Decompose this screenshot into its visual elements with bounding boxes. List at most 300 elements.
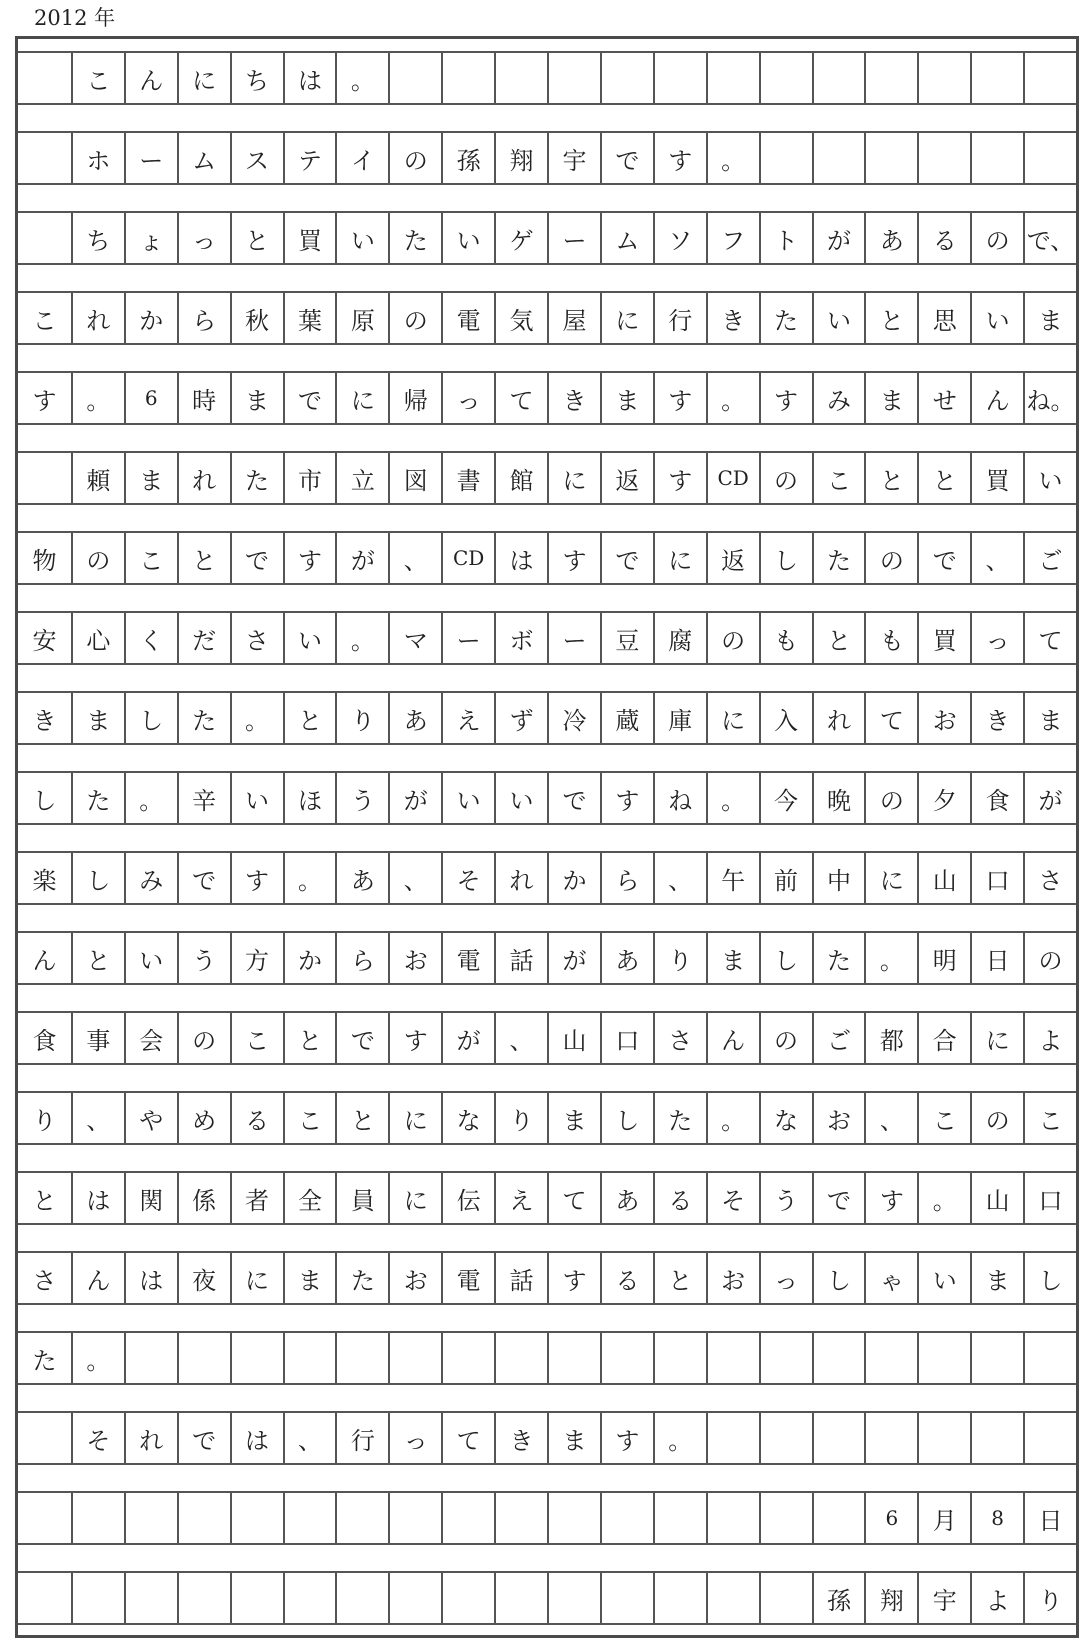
manuscript-cell: ま (1023, 293, 1076, 343)
manuscript-cell: こ (32, 306, 57, 335)
manuscript-cell (547, 1493, 600, 1543)
manuscript-cell (547, 1333, 600, 1383)
manuscript-cell: 。 (706, 1093, 759, 1143)
manuscript-cell: た (230, 453, 283, 503)
manuscript-cell: 都 (864, 1013, 917, 1063)
manuscript-cell: 入 (759, 693, 812, 743)
manuscript-cell: 買 (970, 453, 1023, 503)
manuscript-cell: ん (970, 373, 1023, 423)
manuscript-cell: く (124, 613, 177, 663)
manuscript-cell (759, 1573, 812, 1623)
manuscript-cell: ホ (71, 133, 124, 183)
manuscript-cell: に (335, 373, 388, 423)
manuscript-cell: し (759, 933, 812, 983)
manuscript-cell: す (864, 1173, 917, 1223)
manuscript-cell: で、 (1023, 213, 1076, 263)
manuscript-cell: あ (388, 693, 441, 743)
manuscript-cell: い (283, 613, 336, 663)
manuscript-cell: 電 (441, 293, 494, 343)
manuscript-cell: す (759, 373, 812, 423)
manuscript-cell (71, 1493, 124, 1543)
manuscript-cell: め (177, 1093, 230, 1143)
manuscript-cell: の (864, 773, 917, 823)
manuscript-cell (812, 53, 865, 103)
manuscript-cell: り (653, 933, 706, 983)
manuscript-cell: た (812, 933, 865, 983)
manuscript-cell: ら (335, 933, 388, 983)
manuscript-cell: い (812, 293, 865, 343)
manuscript-cell (1023, 133, 1076, 183)
manuscript-cell (388, 1333, 441, 1383)
manuscript-cell: 心 (71, 613, 124, 663)
manuscript-cell: 買 (917, 613, 970, 663)
manuscript-cell: で (230, 533, 283, 583)
manuscript-cell: 。 (917, 1173, 970, 1223)
manuscript-cell: ま (706, 933, 759, 983)
manuscript-cell: お (706, 1253, 759, 1303)
manuscript-cell: ん (124, 53, 177, 103)
manuscript-cell (812, 1333, 865, 1383)
manuscript-cell: で (600, 533, 653, 583)
manuscript-cell: お (388, 933, 441, 983)
manuscript-cell (917, 133, 970, 183)
manuscript-cell: で (600, 133, 653, 183)
manuscript-cell: 晩 (812, 773, 865, 823)
manuscript-cell: ね (653, 773, 706, 823)
manuscript-cell: か (283, 933, 336, 983)
manuscript-cell: 食 (970, 773, 1023, 823)
manuscript-cell: 話 (494, 1253, 547, 1303)
manuscript-cell: し (1023, 1253, 1076, 1303)
manuscript-cell: ち (71, 213, 124, 263)
manuscript-cell: ち (230, 53, 283, 103)
manuscript-cell: す (653, 453, 706, 503)
manuscript-cell (441, 53, 494, 103)
manuscript-cell: 、 (71, 1093, 124, 1143)
manuscript-cell: た (759, 293, 812, 343)
manuscript-cell: 夕 (917, 773, 970, 823)
manuscript-cell: ほ (283, 773, 336, 823)
manuscript-cell: 豆 (600, 613, 653, 663)
manuscript-cell: に (706, 693, 759, 743)
manuscript-cell: い (494, 773, 547, 823)
manuscript-cell: た (388, 213, 441, 263)
manuscript-cell: と (283, 693, 336, 743)
manuscript-row (18, 291, 1076, 345)
manuscript-cell (600, 1493, 653, 1543)
manuscript-cell: 者 (230, 1173, 283, 1223)
manuscript-cell: ま (71, 693, 124, 743)
manuscript-cell (600, 1333, 653, 1383)
manuscript-cell: 、 (388, 853, 441, 903)
manuscript-cell: ボ (494, 613, 547, 663)
manuscript-cell: ま (230, 373, 283, 423)
manuscript-cell: 庫 (653, 693, 706, 743)
manuscript-cell: そ (441, 853, 494, 903)
manuscript-cell: ー (547, 213, 600, 263)
manuscript-cell: さ (653, 1013, 706, 1063)
manuscript-cell: 翔 (864, 1573, 917, 1623)
manuscript-cell: の (970, 213, 1023, 263)
manuscript-cell: に (864, 853, 917, 903)
manuscript-cell: す (600, 1413, 653, 1463)
manuscript-cell: で (547, 773, 600, 823)
manuscript-cell (18, 213, 71, 263)
manuscript-cell: ま (970, 1253, 1023, 1303)
manuscript-cell: 帰 (388, 373, 441, 423)
manuscript-cell: 、 (970, 533, 1023, 583)
manuscript-cell: み (124, 853, 177, 903)
manuscript-row (18, 1331, 1076, 1385)
manuscript-cell (864, 133, 917, 183)
manuscript-cell: 。 (71, 1333, 124, 1383)
manuscript-cell: 館 (494, 453, 547, 503)
manuscript-cell (283, 1573, 336, 1623)
manuscript-cell: で (812, 1173, 865, 1223)
manuscript-cell: の (177, 1013, 230, 1063)
manuscript-cell (177, 1573, 230, 1623)
manuscript-cell: ー (547, 613, 600, 663)
manuscript-cell: で (335, 1013, 388, 1063)
manuscript-cell: て (494, 373, 547, 423)
manuscript-cell: の (864, 533, 917, 583)
manuscript-cell: の (706, 613, 759, 663)
manuscript-cell (706, 1333, 759, 1383)
manuscript-cell: た (812, 533, 865, 583)
manuscript-cell: こ (812, 453, 865, 503)
manuscript-cell: 時 (177, 373, 230, 423)
manuscript-cell: 屋 (547, 293, 600, 343)
manuscript-cell: ご (1023, 533, 1076, 583)
manuscript-cell: に (653, 533, 706, 583)
manuscript-cell (864, 53, 917, 103)
manuscript-cell: の (1023, 933, 1076, 983)
manuscript-cell (18, 1493, 71, 1543)
manuscript-cell (18, 1573, 71, 1623)
manuscript-cell (812, 1493, 865, 1543)
manuscript-cell: す (653, 373, 706, 423)
manuscript-row (18, 1251, 1076, 1305)
manuscript-cell: 全 (283, 1173, 336, 1223)
manuscript-row (18, 851, 1076, 905)
manuscript-cell: ま (547, 1413, 600, 1463)
manuscript-cell: い (1023, 453, 1076, 503)
manuscript-cell: あ (335, 853, 388, 903)
manuscript-cell: 思 (917, 293, 970, 343)
manuscript-cell: た (653, 1093, 706, 1143)
manuscript-cell (494, 1493, 547, 1543)
manuscript-cell: ム (600, 213, 653, 263)
manuscript-cell: 明 (917, 933, 970, 983)
manuscript-cell: て (1023, 613, 1076, 663)
manuscript-cell (177, 1333, 230, 1383)
manuscript-cell: が (441, 1013, 494, 1063)
manuscript-cell: し (32, 786, 57, 815)
manuscript-cell: に (230, 1253, 283, 1303)
manuscript-cell: た (335, 1253, 388, 1303)
manuscript-cell: れ (812, 693, 865, 743)
manuscript-cell: CD (441, 533, 494, 583)
manuscript-cell: に (547, 453, 600, 503)
manuscript-cell: マ (388, 613, 441, 663)
manuscript-cell (1023, 53, 1076, 103)
manuscript-cell (124, 1573, 177, 1623)
manuscript-cell: 伝 (441, 1173, 494, 1223)
manuscript-cell: 蔵 (600, 693, 653, 743)
manuscript-row (18, 1011, 1076, 1065)
manuscript-cell: あ (600, 933, 653, 983)
manuscript-cell: ん (706, 1013, 759, 1063)
manuscript-cell: っ (388, 1413, 441, 1463)
year-label: 2012 年 (34, 6, 116, 30)
manuscript-cell (335, 1573, 388, 1623)
manuscript-cell: 、 (388, 533, 441, 583)
manuscript-cell: う (335, 773, 388, 823)
manuscript-cell: 。 (283, 853, 336, 903)
manuscript-cell: る (653, 1173, 706, 1223)
manuscript-cell: そ (706, 1173, 759, 1223)
manuscript-cell: う (759, 1173, 812, 1223)
manuscript-cell (759, 53, 812, 103)
manuscript-cell: と (335, 1093, 388, 1143)
manuscript-cell (335, 1333, 388, 1383)
manuscript-cell (494, 53, 547, 103)
manuscript-cell: が (1023, 773, 1076, 823)
manuscript-cell: と (812, 613, 865, 663)
manuscript-cell: の (759, 1013, 812, 1063)
manuscript-cell: っ (177, 213, 230, 263)
manuscript-cell (970, 1413, 1023, 1463)
manuscript-cell: す (230, 853, 283, 903)
manuscript-cell: ね。 (1023, 373, 1076, 423)
manuscript-cell: し (759, 533, 812, 583)
manuscript-cell: と (653, 1253, 706, 1303)
manuscript-cell (653, 53, 706, 103)
manuscript-cell: な (759, 1093, 812, 1143)
manuscript-cell: す (283, 533, 336, 583)
manuscript-cell: ゃ (864, 1253, 917, 1303)
manuscript-cell: ス (230, 133, 283, 183)
manuscript-cell: 、 (494, 1013, 547, 1063)
manuscript-cell: 。 (230, 693, 283, 743)
manuscript-cell: な (441, 1093, 494, 1143)
manuscript-cell: 立 (335, 453, 388, 503)
manuscript-cell: ー (441, 613, 494, 663)
manuscript-cell: イ (335, 133, 388, 183)
manuscript-row (18, 1411, 1076, 1465)
manuscript-cell (812, 1413, 865, 1463)
manuscript-cell: ト (759, 213, 812, 263)
manuscript-cell: 気 (494, 293, 547, 343)
manuscript-cell: ん (32, 946, 57, 975)
manuscript-cell: 。 (706, 133, 759, 183)
manuscript-cell: い (124, 933, 177, 983)
manuscript-cell: も (864, 613, 917, 663)
manuscript-cell: ま (283, 1253, 336, 1303)
manuscript-cell: 行 (335, 1413, 388, 1463)
manuscript-cell: 。 (864, 933, 917, 983)
manuscript-cell: の (71, 533, 124, 583)
manuscript-cell: で (177, 853, 230, 903)
manuscript-grid (15, 36, 1079, 1638)
manuscript-cell: ら (177, 293, 230, 343)
manuscript-cell (18, 1413, 71, 1463)
manuscript-cell: 。 (124, 773, 177, 823)
manuscript-cell (917, 1413, 970, 1463)
manuscript-cell (653, 1573, 706, 1623)
manuscript-cell (230, 1573, 283, 1623)
manuscript-cell: い (917, 1253, 970, 1303)
manuscript-cell: こ (917, 1093, 970, 1143)
manuscript-cell: 秋 (230, 293, 283, 343)
manuscript-cell: 6 (864, 1493, 917, 1543)
manuscript-cell: に (177, 53, 230, 103)
manuscript-cell: り (1023, 1573, 1076, 1623)
manuscript-cell: で (917, 533, 970, 583)
manuscript-row (18, 1571, 1076, 1625)
manuscript-cell: の (388, 133, 441, 183)
manuscript-row (18, 51, 1076, 105)
manuscript-cell (970, 133, 1023, 183)
manuscript-cell (653, 1333, 706, 1383)
manuscript-cell: こ (124, 533, 177, 583)
manuscript-cell (124, 1333, 177, 1383)
manuscript-cell (547, 53, 600, 103)
manuscript-cell: 夜 (177, 1253, 230, 1303)
manuscript-cell: お (917, 693, 970, 743)
manuscript-cell: よ (1023, 1013, 1076, 1063)
manuscript-cell: え (441, 693, 494, 743)
manuscript-cell: す (547, 1253, 600, 1303)
manuscript-cell: の (388, 293, 441, 343)
manuscript-cell (230, 1333, 283, 1383)
manuscript-cell: れ (124, 1413, 177, 1463)
manuscript-cell: が (547, 933, 600, 983)
manuscript-cell (441, 1493, 494, 1543)
manuscript-cell: ま (547, 1093, 600, 1143)
manuscript-cell: 物 (32, 546, 57, 575)
manuscript-cell: 冷 (547, 693, 600, 743)
manuscript-cell: 電 (441, 933, 494, 983)
manuscript-cell: そ (71, 1413, 124, 1463)
manuscript-cell: 合 (917, 1013, 970, 1063)
manuscript-cell: に (970, 1013, 1023, 1063)
manuscript-row (18, 691, 1076, 745)
manuscript-cell: 関 (124, 1173, 177, 1223)
manuscript-cell (388, 53, 441, 103)
manuscript-cell: の (759, 453, 812, 503)
manuscript-cell: 事 (71, 1013, 124, 1063)
manuscript-cell: 図 (388, 453, 441, 503)
manuscript-cell: ー (124, 133, 177, 183)
manuscript-cell: 楽 (32, 866, 57, 895)
manuscript-cell: こ (283, 1093, 336, 1143)
manuscript-cell: 腐 (653, 613, 706, 663)
manuscript-cell: 。 (335, 53, 388, 103)
manuscript-cell: 話 (494, 933, 547, 983)
manuscript-cell (917, 53, 970, 103)
manuscript-cell: き (494, 1413, 547, 1463)
manuscript-cell: っ (441, 373, 494, 423)
manuscript-row (18, 931, 1076, 985)
manuscript-cell: お (812, 1093, 865, 1143)
manuscript-cell: だ (177, 613, 230, 663)
manuscript-cell: て (547, 1173, 600, 1223)
manuscript-cell: あ (600, 1173, 653, 1223)
manuscript-cell: り (32, 1106, 57, 1135)
manuscript-cell (18, 453, 71, 503)
manuscript-cell: す (388, 1013, 441, 1063)
manuscript-cell: は (283, 53, 336, 103)
manuscript-cell: て (864, 693, 917, 743)
manuscript-cell: ず (494, 693, 547, 743)
manuscript-cell (759, 1413, 812, 1463)
manuscript-cell: ん (71, 1253, 124, 1303)
manuscript-cell: 日 (970, 933, 1023, 983)
manuscript-cell (812, 133, 865, 183)
manuscript-cell: 中 (812, 853, 865, 903)
manuscript-cell: で (177, 1413, 230, 1463)
manuscript-cell: 。 (653, 1413, 706, 1463)
manuscript-cell (177, 1493, 230, 1543)
manuscript-cell: 係 (177, 1173, 230, 1223)
manuscript-cell: か (124, 293, 177, 343)
manuscript-cell (759, 133, 812, 183)
manuscript-cell: た (71, 773, 124, 823)
manuscript-row (18, 211, 1076, 265)
manuscript-cell: 宇 (917, 1573, 970, 1623)
manuscript-cell: っ (970, 613, 1023, 663)
manuscript-row (18, 1491, 1076, 1545)
manuscript-cell: 員 (335, 1173, 388, 1223)
manuscript-cell: 方 (230, 933, 283, 983)
manuscript-cell: 午 (706, 853, 759, 903)
manuscript-row (18, 371, 1076, 425)
manuscript-cell: が (335, 533, 388, 583)
manuscript-cell (18, 133, 71, 183)
manuscript-cell: き (706, 293, 759, 343)
manuscript-cell: と (32, 1186, 57, 1215)
manuscript-cell: 頼 (71, 453, 124, 503)
manuscript-cell: ソ (653, 213, 706, 263)
manuscript-cell: は (71, 1173, 124, 1223)
manuscript-cell: 書 (441, 453, 494, 503)
manuscript-cell: て (441, 1413, 494, 1463)
manuscript-cell (335, 1493, 388, 1543)
manuscript-cell: 今 (759, 773, 812, 823)
manuscript-cell: す (600, 773, 653, 823)
manuscript-cell (71, 1573, 124, 1623)
manuscript-cell: フ (706, 213, 759, 263)
manuscript-cell: 8 (970, 1493, 1023, 1543)
manuscript-cell (970, 53, 1023, 103)
manuscript-cell: と (177, 533, 230, 583)
manuscript-cell (759, 1333, 812, 1383)
manuscript-cell: 。 (706, 773, 759, 823)
manuscript-cell: し (600, 1093, 653, 1143)
manuscript-cell: 行 (653, 293, 706, 343)
manuscript-cell (706, 1493, 759, 1543)
manuscript-cell: い (335, 213, 388, 263)
manuscript-cell: る (917, 213, 970, 263)
manuscript-cell: 安 (32, 626, 57, 655)
manuscript-cell (706, 53, 759, 103)
manuscript-cell: 孫 (812, 1573, 865, 1623)
manuscript-cell: 食 (32, 1026, 57, 1055)
manuscript-cell: テ (283, 133, 336, 183)
manuscript-cell: と (864, 293, 917, 343)
manuscript-cell (441, 1573, 494, 1623)
